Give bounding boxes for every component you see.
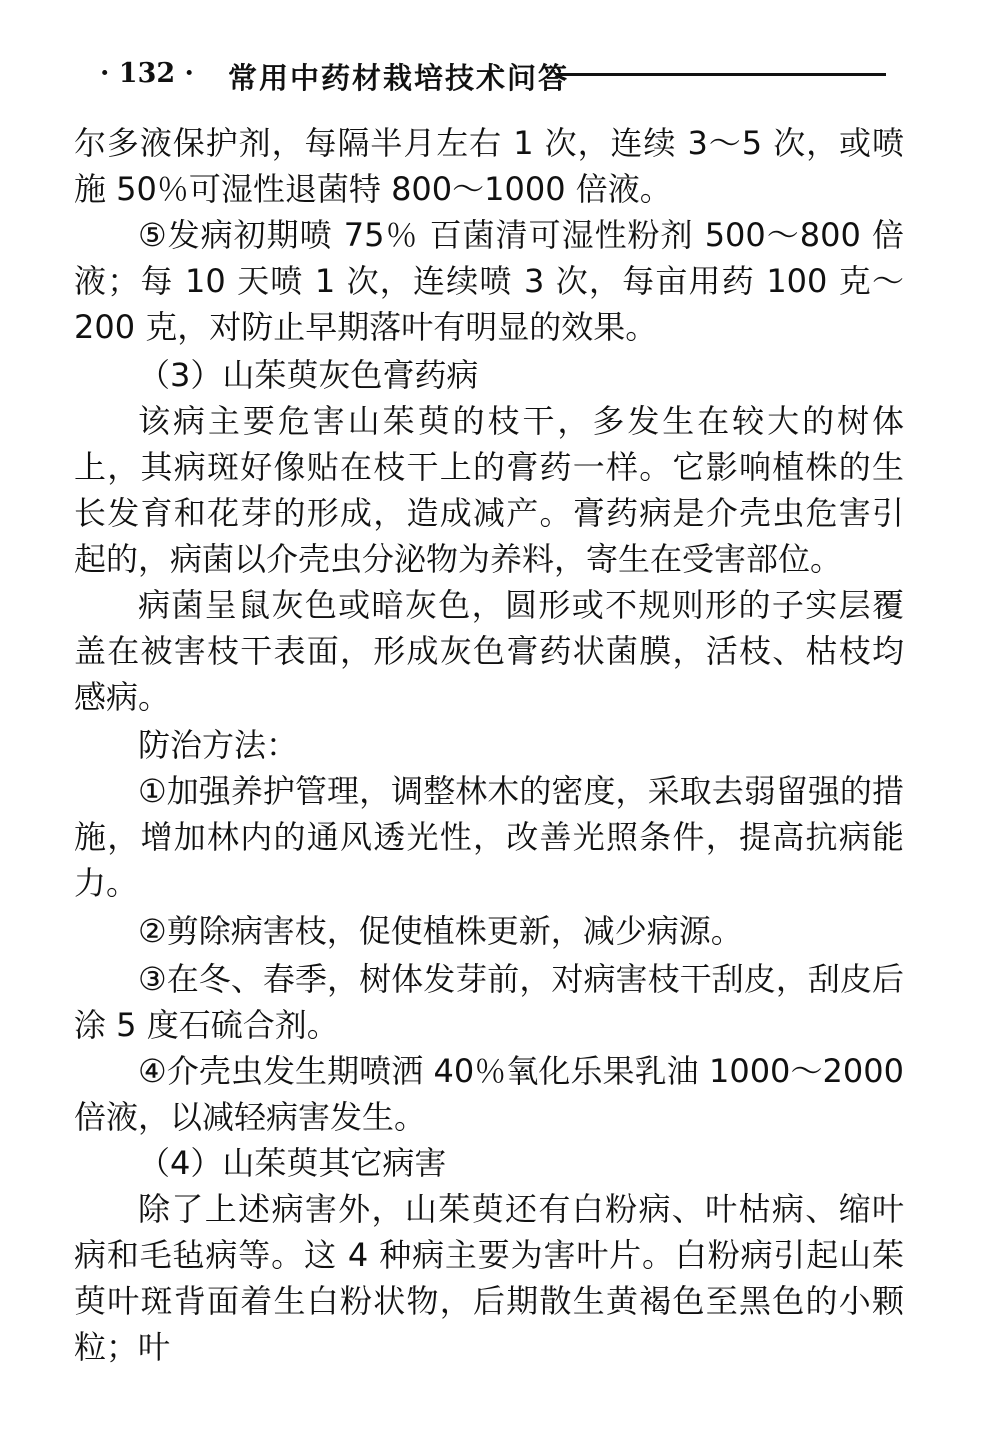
paragraph-description: 该病主要危害山茱萸的枝干，多发生在较大的树体上，其病斑好像贴在枝干上的膏药一样。它影响植株的生长发育和花芽的形成，造成减产。膏药病是介壳虫危害引起的，病菌以介壳虫分泌物为养料，寄生在受害部位。 <box>74 402 904 578</box>
page-number: · 132 · <box>100 58 194 89</box>
paragraph-continuation: 尔多液保护剂，每隔半月左右 1 次，连续 3～5 次，或喷施 50％可湿性退菌特 800～1000 倍液。 <box>74 124 904 208</box>
section-heading-4: （4）山茱萸其它病害 <box>138 1144 447 1182</box>
method-item-1: ①加强养护管理，调整林木的密度，采取去弱留强的措施，增加林内的通风透光性，改善光照条件，提高抗病能力。 <box>74 772 904 902</box>
paragraph-symptoms: 病菌呈鼠灰色或暗灰色，圆形或不规则形的子实层覆盖在被害枝干表面，形成灰色膏药状菌膜，活枝、枯枝均感病。 <box>74 586 904 716</box>
header-rule <box>556 73 886 76</box>
paragraph-other-diseases: 除了上述病害外，山茱萸还有白粉病、叶枯病、缩叶病和毛毡病等。这 4 种病主要为害叶片。白粉病引起山茱萸叶斑背面着生白粉状物，后期散生黄褐色至黑色的小颗粒；叶 <box>74 1190 904 1366</box>
method-item-2: ②剪除病害枝，促使植株更新，减少病源。 <box>138 912 743 950</box>
book-title: 常用中药材栽培技术问答 <box>228 61 570 95</box>
method-item-4: ④介壳虫发生期喷洒 40％氧化乐果乳油 1000～2000 倍液，以减轻病害发生。 <box>74 1052 904 1136</box>
page-body <box>74 120 904 1370</box>
running-header <box>100 52 890 96</box>
control-methods-label: 防治方法： <box>138 726 299 764</box>
paragraph-item-5: ⑤发病初期喷 75％ 百菌清可湿性粉剂 500～800 倍液；每 10 天喷 1 次，连续喷 3 次，每亩用药 100 克～200 克，对防止早期落叶有明显的效果。 <box>74 216 904 346</box>
method-item-3: ③在冬、春季，树体发芽前，对病害枝干刮皮，刮皮后涂 5 度石硫合剂。 <box>74 960 904 1044</box>
section-heading-3: （3）山茱萸灰色膏药病 <box>138 356 479 394</box>
